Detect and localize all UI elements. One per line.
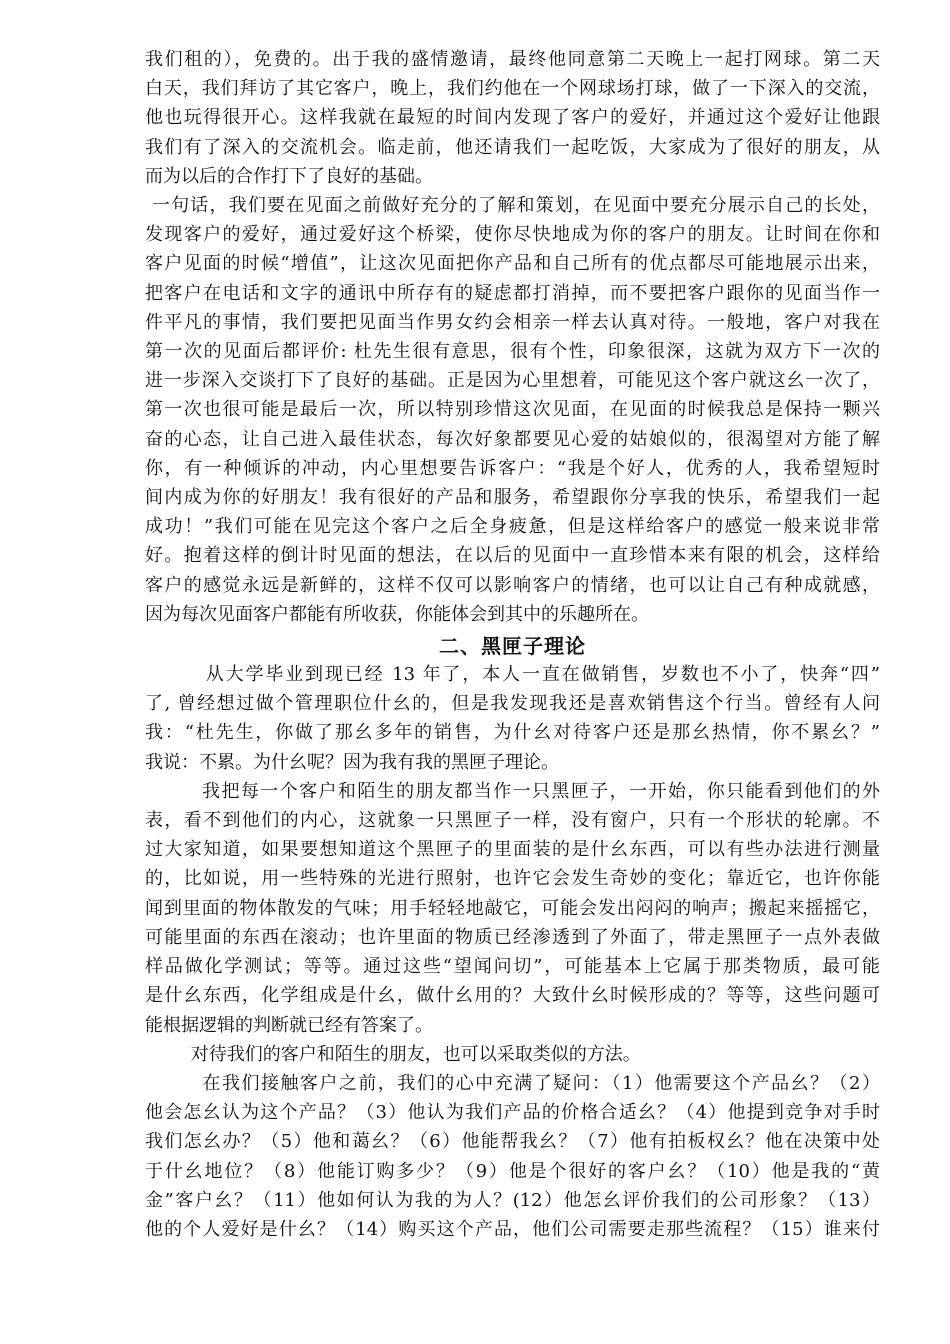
text-line: 我们怎幺办？（5）他和蔼幺？（6）他能帮我幺？（7）他有拍板权幺？他在决策中处	[145, 1131, 880, 1153]
text-line: 进一步深入交谈打下了良好的基础。正是因为心里想着，可能见这个客户就这幺一次了，	[145, 370, 880, 392]
text-line: 过大家知道，如果要想知道这个黑匣子的里面装的是什幺东西，可以有些办法进行测量	[145, 839, 880, 861]
text-line: 他也玩得很开心。这样我就在最短的时间内发现了客户的爱好，并通过这个爱好让他跟	[145, 107, 880, 129]
text-line: 而为以后的合作打下了良好的基础。	[145, 165, 433, 187]
text-line: 从大学毕业到现已经 13 年了，本人一直在做销售，岁数也不小了，快奔“四”	[145, 664, 880, 686]
section-heading: 二、黑匣子理论	[439, 634, 586, 659]
text-line: 了, 曾经想过做个管理职位什幺的，但是我发现我还是喜欢销售这个行当。曾经有人问	[145, 693, 880, 715]
text-line: 我说：不累。为什幺呢？因为我有我的黑匣子理论。	[145, 751, 559, 773]
text-line: 第一次的见面后都评价: 杜先生很有意思，很有个性，印象很深，这就为双方下一次的	[145, 341, 880, 363]
text-line: 第一次也很可能是最后一次，所以特别珍惜这次见面，在见面的时候我总是保持一颗兴	[145, 399, 880, 421]
text-line: 把客户在电话和文字的通讯中所存有的疑虑都打消掉，而不要把客户跟你的见面当作一	[145, 282, 880, 304]
text-line: 客户见面的时候“增值”，让这次见面把你产品和自己所有的优点都尽可能地展示出来，	[145, 253, 880, 275]
text-line: 的，比如说，用一些特殊的光进行照射，也许它会发生奇妙的变化；靠近它，也许你能	[145, 868, 880, 890]
text-line: 能根据逻辑的判断就已经有答案了。	[145, 1014, 433, 1036]
text-line: 他的个人爱好是什幺？（14）购买这个产品，他们公司需要走那些流程？（15）谁来付	[145, 1218, 880, 1240]
text-line: 我们有了深入的交流机会。临走前，他还请我们一起吃饭，大家成为了很好的朋友，从	[145, 136, 880, 158]
text-line: 白天，我们拜访了其它客户，晚上，我们约他在一个网球场打球，做了一下深入的交流，	[145, 78, 880, 100]
text-line: 成功！”我们可能在见完这个客户之后全身疲惫，但是这样给客户的感觉一般来说非常	[145, 516, 880, 538]
text-line: 件平凡的事情，我们要把见面当作男女约会相亲一样去认真对待。一般地，客户对我在	[145, 311, 880, 333]
text-line: 可能里面的东西在滚动；也许里面的物质已经渗透到了外面了，带走黑匣子一点外表做	[145, 926, 880, 948]
paragraph-2	[145, 191, 880, 629]
paragraph-6	[145, 1069, 880, 1244]
text-line: 他会怎幺认为这个产品？（3）他认为我们产品的价格合适幺？（4）他提到竞争对手时	[145, 1102, 880, 1124]
text-line: 你，有一种倾诉的冲动，内心里想要告诉客户：“我是个好人，优秀的人，我希望短时	[145, 457, 880, 479]
text-line: 我们租的），免费的。出于我的盛情邀请，最终他同意第二天晚上一起打网球。第二天	[145, 49, 880, 70]
paragraph-3	[145, 660, 880, 777]
text-line: 间内成为你的好朋友！我有很好的产品和服务，希望跟你分享我的快乐，希望我们一起	[145, 487, 880, 509]
text-line: 于什幺地位？（8）他能订购多少？（9）他是个很好的客户幺？（10）他是我的“黄	[145, 1160, 880, 1182]
paragraph-4	[145, 777, 880, 1040]
text-line: 表，看不到他们的内心，这就象一只黑匣子一样，没有窗户，只有一个形状的轮廓。不	[145, 810, 880, 832]
text-line: 客户的感觉永远是新鲜的，这样不仅可以影响客户的情绪，也可以让自己有种成就感，	[145, 574, 880, 596]
text-line: 对待我们的客户和陌生的朋友，也可以采取类似的方法。	[145, 1043, 641, 1065]
text-line: 一句话，我们要在见面之前做好充分的了解和策划，在见面中要充分展示自己的长处，	[145, 195, 880, 217]
text-line: 奋的心态，让自己进入最佳状态，每次好象都要见心爱的姑娘似的，很渴望对方能了解	[145, 428, 880, 450]
text-line: 在我们接触客户之前，我们的心中充满了疑问：（1）他需要这个产品幺？（2）	[145, 1072, 880, 1094]
paragraph-1	[145, 45, 880, 191]
text-line: 发现客户的爱好，通过爱好这个桥梁，使你尽快地成为你的客户的朋友。让时间在你和	[145, 224, 880, 246]
text-line: 因为每次见面客户都能有所收获，你能体会到其中的乐趣所在。	[145, 603, 649, 625]
text-line: 我：“杜先生，你做了那幺多年的销售，为什幺对待客户还是那幺热情，你不累幺？”	[145, 722, 880, 744]
text-line: 闻到里面的物体散发的气味；用手轻轻地敲它，可能会发出闷闷的响声；搬起来摇摇它，	[145, 897, 880, 919]
text-line: 好。抱着这样的倒计时见面的想法，在以后的见面中一直珍惜本来有限的机会，这样给	[145, 545, 880, 567]
text-line: 我把每一个客户和陌生的朋友都当作一只黑匣子，一开始，你只能看到他们的外	[145, 780, 880, 802]
paragraph-5	[145, 1040, 880, 1069]
document-body	[145, 45, 880, 1244]
text-line: 是什幺东西，化学组成是什幺，做什幺用的？大致什幺时候形成的？等等，这些问题可	[145, 985, 880, 1007]
text-line: 金”客户幺？（11）他如何认为我的为人？(12）他怎幺评价我们的公司形象？（13）	[145, 1189, 880, 1211]
text-line: 样品做化学测试；等等。通过这些“望闻问切”，可能基本上它属于那类物质，最可能	[145, 956, 880, 978]
